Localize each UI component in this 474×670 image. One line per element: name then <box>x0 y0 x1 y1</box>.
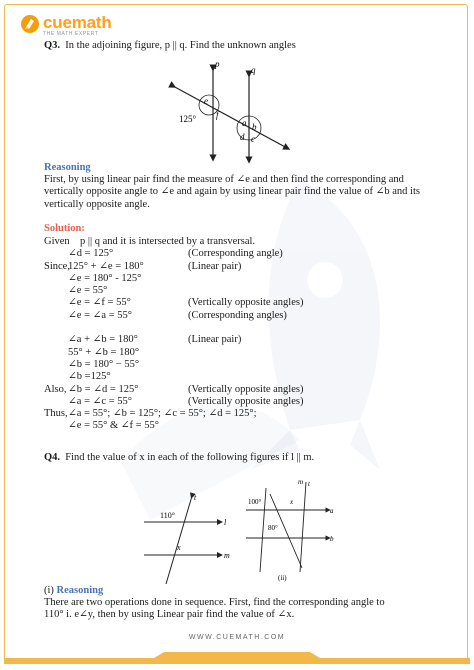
q4-reasoning-line: 110° i. e∠y, then by using Linear pair find the value of ∠x. <box>44 609 295 621</box>
solution-row <box>44 396 444 408</box>
solution-reason: (Vertically opposite angles) <box>188 383 304 395</box>
q4-title <box>44 452 314 464</box>
label-a: a <box>242 118 247 128</box>
label-t2: t <box>308 480 310 488</box>
cuemath-logo-icon <box>20 14 40 34</box>
solution-expr: ∠d = 125° <box>68 248 114 260</box>
solution-row <box>44 384 444 396</box>
solution-row <box>44 310 444 322</box>
solution-reason: (Vertically opposite angles) <box>188 297 304 309</box>
q4-figure-ii <box>242 476 342 584</box>
q4-figure-i <box>140 492 240 587</box>
label-m: m <box>224 551 230 560</box>
q3-number: Q3. <box>44 40 61 51</box>
solution-row <box>44 408 444 420</box>
label-100: 100° <box>248 498 262 506</box>
label-f: f <box>216 110 219 120</box>
solution-prefix: Thus, <box>44 408 68 420</box>
solution-prefix: Given <box>44 236 70 247</box>
label-b: b <box>252 122 257 132</box>
solution-row <box>44 347 444 359</box>
label-x2: x <box>290 498 294 506</box>
solution-expr: ∠e = ∠f = 55° <box>68 297 131 309</box>
q3-reasoning-text <box>44 174 420 211</box>
q4-reasoning-heading-row <box>44 585 103 597</box>
label-d: d <box>240 132 245 142</box>
brand-name: cuemath <box>43 13 112 32</box>
solution-row <box>44 322 444 334</box>
q3-reasoning-line: vertically opposite angle to ∠e and again by using linear pair find the value of ∠b and its <box>44 186 420 198</box>
q4-reasoning-text <box>44 597 385 622</box>
label-p: p <box>215 60 220 69</box>
solution-reason: (Corresponding angle) <box>188 248 283 260</box>
solution-row <box>44 334 444 346</box>
solution-expr: ∠a + ∠b = 180° <box>68 334 138 346</box>
solution-reason: (Corresponding angles) <box>188 309 287 321</box>
solution-expr: ∠e = ∠a = 55° <box>68 309 132 321</box>
label-80: 80° <box>268 524 278 532</box>
solution-row <box>44 236 444 248</box>
label-125: 125° <box>179 114 197 124</box>
label-110: 110° <box>160 511 175 520</box>
solution-expr: 55° + ∠b = 180° <box>68 346 140 358</box>
label-e: e <box>204 96 208 106</box>
solution-expr: ∠e = 55° <box>68 285 108 297</box>
solution-expr: ∠b =125° <box>68 371 111 383</box>
q3-reasoning-line: vertically opposite angle. <box>44 198 150 210</box>
solution-expr: ∠e = 55° & ∠f = 55° <box>68 420 159 432</box>
footer-bar <box>4 652 470 664</box>
solution-expr: ∠a = ∠c = 55° <box>68 395 132 407</box>
solution-row <box>44 285 444 297</box>
q4-number: Q4. <box>44 452 61 463</box>
solution-expr: 125° + ∠e = 180° <box>68 260 144 272</box>
solution-prefix: Since, <box>44 260 70 272</box>
solution-row <box>44 297 444 309</box>
label-l: l <box>224 518 227 527</box>
solution-rows <box>44 236 444 433</box>
q3-reasoning-line: First, by using linear pair find the measure of ∠e and then find the corresponding and <box>44 174 404 185</box>
solution-expr: ∠b = 180° − 55° <box>68 358 140 370</box>
solution-reason: (Linear pair) <box>188 260 242 272</box>
solution-expr: ∠a = 55°; ∠b = 125°; ∠c = 55°; ∠d = 125°; <box>68 408 257 420</box>
brand-tagline: THE MATH EXPERT <box>43 31 99 37</box>
label-ii: (ii) <box>278 574 287 582</box>
solution-row <box>44 273 444 285</box>
label-m2: m <box>298 478 304 486</box>
solution-expr: ∠e = 180° - 125° <box>68 272 142 284</box>
solution-row <box>44 261 444 273</box>
q3-title <box>44 40 296 52</box>
q3-solution-block <box>44 236 444 433</box>
label-q: q <box>251 65 256 75</box>
footer-url: WWW.CUEMATH.COM <box>188 634 286 641</box>
q3-question: In the adjoining figure, p || q. Find the unknown angles <box>65 40 296 51</box>
solution-prefix: Also, <box>44 383 67 395</box>
label-t: t <box>194 493 197 502</box>
brand-logo-block <box>20 14 112 37</box>
q3-figure <box>165 60 295 165</box>
label-a: a <box>330 507 334 515</box>
solution-reason: (Linear pair) <box>188 334 242 346</box>
q3-reasoning-heading: Reasoning <box>44 162 91 173</box>
label-x: x <box>177 543 181 552</box>
solution-expr: ∠b = ∠d = 125° <box>68 383 139 395</box>
solution-reason: (Vertically opposite angles) <box>188 395 304 407</box>
solution-row <box>44 248 444 260</box>
label-c: c <box>251 134 255 144</box>
q4-question: Find the value of x in each of the following figures if l || m. <box>65 452 315 463</box>
q4-reasoning-heading: Reasoning <box>56 585 104 596</box>
solution-row <box>44 371 444 383</box>
label-b: b <box>330 535 334 543</box>
solution-row <box>44 359 444 371</box>
q4-part-label: (i) <box>44 585 54 596</box>
solution-row <box>44 420 444 432</box>
q4-reasoning-line: There are two operations done in sequence. First, find the corresponding angle to <box>44 597 385 608</box>
q3-solution-heading: Solution: <box>44 223 85 234</box>
solution-expr: p || q and it is intersected by a transversal. <box>80 236 256 247</box>
